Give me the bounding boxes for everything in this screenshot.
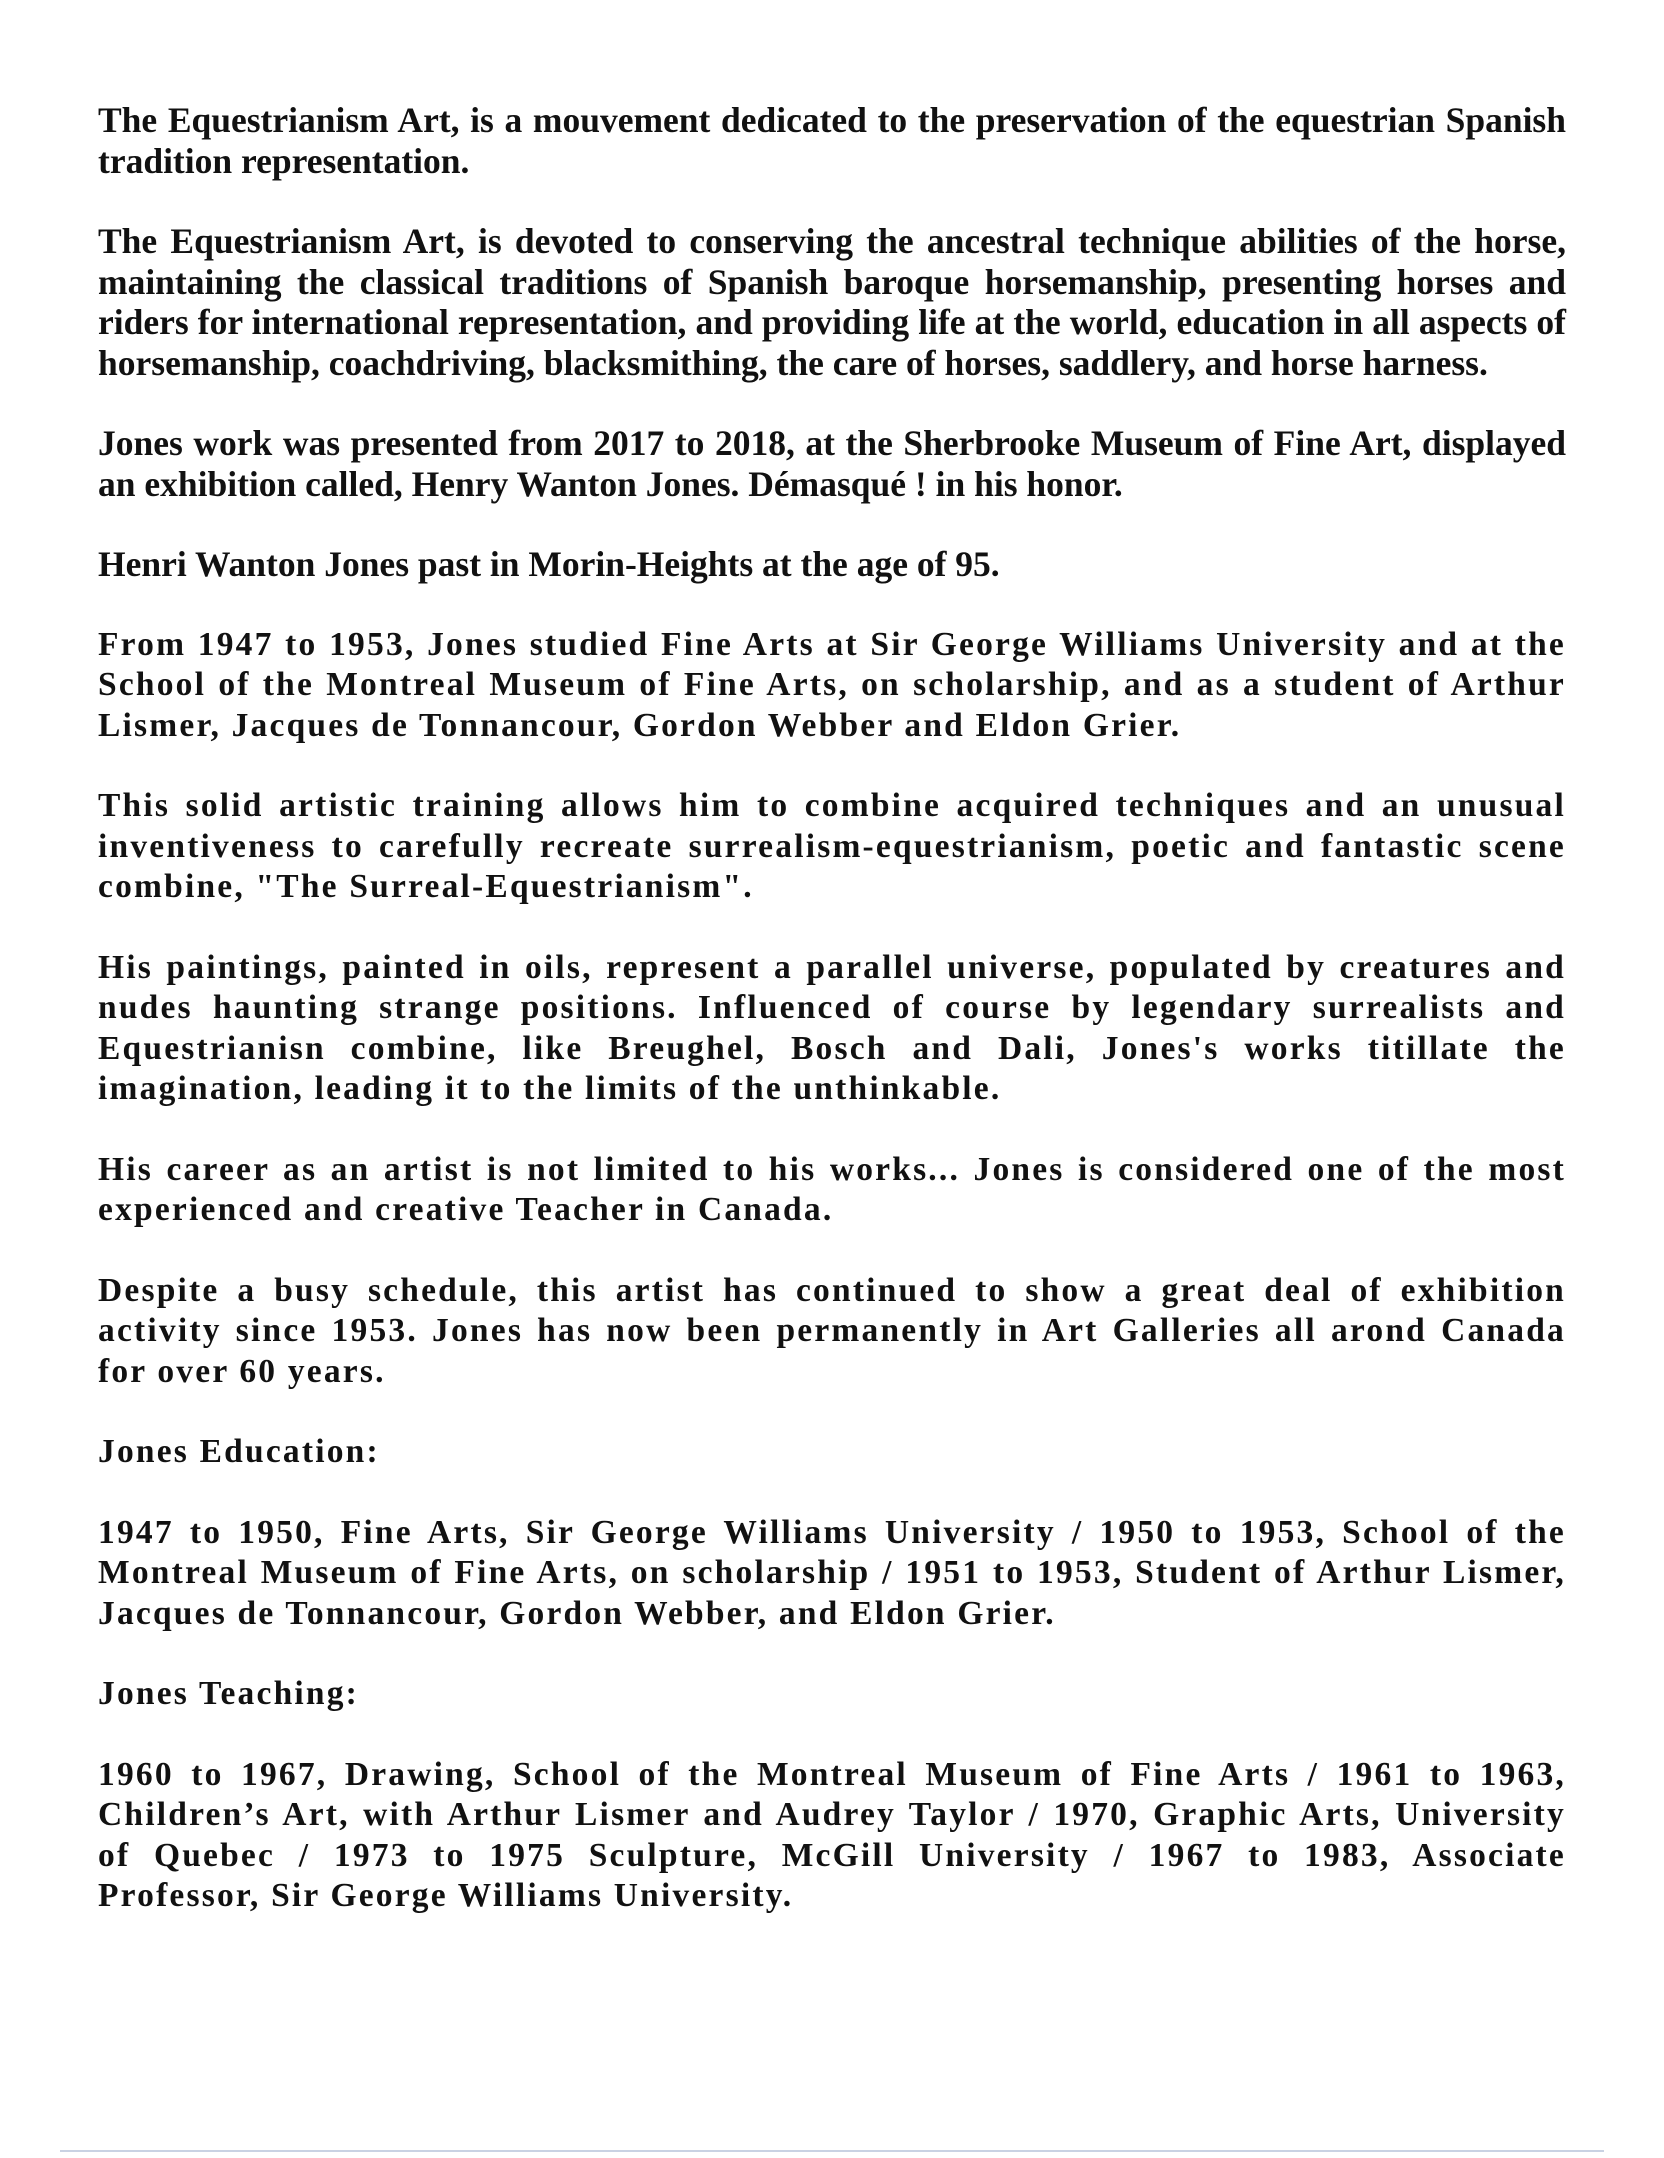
spacer (98, 383, 1566, 423)
spacer (98, 1715, 1566, 1755)
paragraph-passing: Henri Wanton Jones past in Morin-Heights at the age of 95. (98, 544, 1000, 584)
paragraph-intro: The Equestrianism Art, is a mouvement dedicated to the preservation of the equestrian Spanish tradition representation. (98, 100, 1566, 181)
spacer (98, 181, 1566, 221)
spacer (98, 746, 1566, 786)
teaching-text: 1960 to 1967, Drawing, School of the Montreal Museum of Fine Arts / 1961 to 1963, Children’s Art, with Arthur Lismer and Audrey Taylor / 1970, Graphic Arts, University of Quebec / 1973 to 1975 Sculpture, McGill University / 1967 to 1983, Associate Professor, Sir George Williams University. (98, 1755, 1566, 1914)
spacer (98, 1231, 1566, 1271)
paragraph-exhibition: Jones work was presented from 2017 to 2018, at the Sherbrooke Museum of Fine Art, displayed an exhibition called, Henry Wanton Jones. Démasqué ! in his honor. (98, 423, 1566, 504)
paragraph-activity: Despite a busy schedule, this artist has continued to show a great deal of exhibition activity since 1953. Jones has now been permanently in Art Galleries all arond Canada for over 60 years. (98, 1271, 1566, 1390)
education-heading: Jones Education: (98, 1433, 380, 1470)
spacer (98, 1392, 1566, 1432)
teaching-heading: Jones Teaching: (98, 1675, 360, 1712)
bottom-divider (60, 2150, 1604, 2152)
paragraph-devotion: The Equestrianism Art, is devoted to conserving the ancestral technique abilities of the horse, maintaining the classical traditions of Spanish baroque horsemanship, presenting horses and riders for international representation, and providing life at the world, education in all aspects of horsemanship, coachdriving, blacksmithing, the care of horses, saddlery, and horse harness. (98, 221, 1566, 383)
spacer (98, 1634, 1566, 1674)
spacer (98, 1110, 1566, 1150)
spacer (98, 908, 1566, 948)
education-text: 1947 to 1950, Fine Arts, Sir George Williams University / 1950 to 1953, School of the Montreal Museum of Fine Arts, on scholarship / 1951 to 1953, Student of Arthur Lismer, Jacques de Tonnancour, Gordon Webber, and Eldon Grier. (98, 1513, 1566, 1632)
document-page (98, 100, 1566, 1917)
spacer (98, 585, 1566, 625)
spacer (98, 1473, 1566, 1513)
paragraph-studies: From 1947 to 1953, Jones studied Fine Arts at Sir George Williams University and at the School of the Montreal Museum of Fine Arts, on scholarship, and as a student of Arthur Lismer, Jacques de Tonnancour, Gordon Webber and Eldon Grier. (98, 625, 1566, 744)
paragraph-paintings: His paintings, painted in oils, represent a parallel universe, populated by creatures and nudes haunting strange positions. Influenced of course by legendary surrealists and Equestrianisn combine, like Breughel, Bosch and Dali, Jones's works titillate the imagination, leading it to the limits of the unthinkable. (98, 948, 1566, 1107)
spacer (98, 504, 1566, 544)
paragraph-career: His career as an artist is not limited to his works... Jones is considered one of the most experienced and creative Teacher in Canada. (98, 1150, 1566, 1228)
paragraph-training: This solid artistic training allows him to combine acquired techniques and an unusual inventiveness to carefully recreate surrealism-equestrianism, poetic and fantastic scene combine, "The Surreal-Equestrianism". (98, 787, 1566, 905)
